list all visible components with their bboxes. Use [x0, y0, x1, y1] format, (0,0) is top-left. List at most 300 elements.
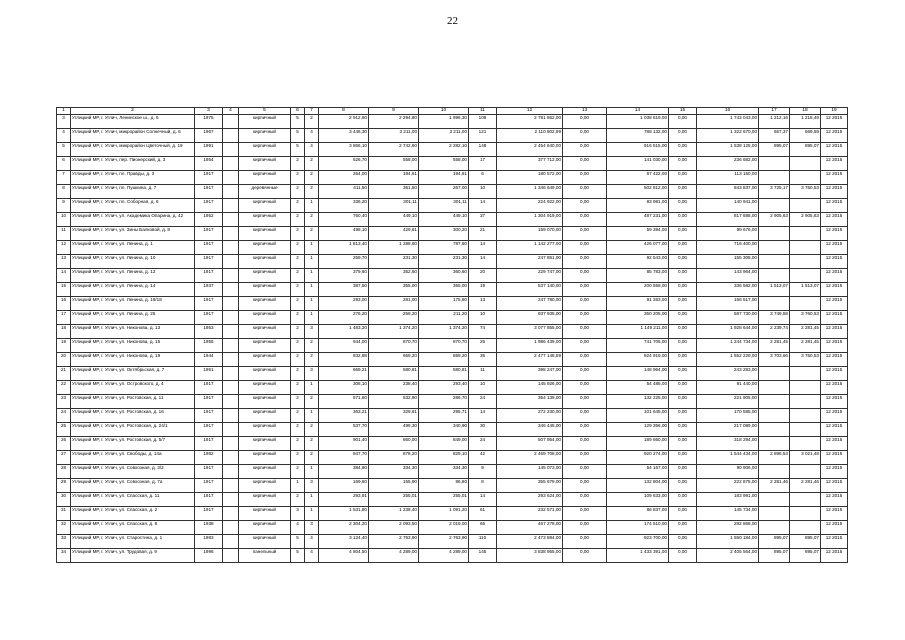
- table-cell: 17: [57, 311, 71, 325]
- table-cell: 0,00: [669, 437, 697, 451]
- table-cell: 659,20: [419, 353, 469, 367]
- table-cell: 429,81: [369, 227, 419, 241]
- table-cell: 2 294,80: [369, 115, 419, 129]
- table-cell: Углицкий МР, г. Углич, ул. Спасская, д. 11: [71, 493, 195, 507]
- table-cell: 487 231,00: [607, 213, 669, 227]
- table-cell: 2: [291, 367, 305, 381]
- table-cell: Углицкий МР, г. Углич, ул. Совхозная, д. 3/2: [71, 465, 195, 479]
- table-cell: 200 558,00: [607, 283, 669, 297]
- table-cell: 10: [469, 185, 497, 199]
- table-cell: 384,80: [319, 465, 369, 479]
- column-number-header: [57, 108, 848, 115]
- table-cell: 0,00: [669, 493, 697, 507]
- table-cell: кирпичный: [239, 255, 291, 269]
- table-cell: 0,00: [563, 339, 607, 353]
- table-cell: 817 688,00: [697, 213, 759, 227]
- table-cell: 27: [57, 451, 71, 465]
- table-cell: 0,00: [669, 171, 697, 185]
- table-cell: Углицкий МР, г. Углич, ул. Октябрьская, д. 7: [71, 367, 195, 381]
- table-cell: 937 935,00: [497, 311, 563, 325]
- table-cell: 580,81: [419, 367, 469, 381]
- table-cell: 944,00: [319, 339, 369, 353]
- table-cell: 12 2015: [821, 227, 848, 241]
- table-cell: 3 725,17: [759, 185, 790, 199]
- table-cell: 1: [305, 241, 319, 255]
- table-cell: 121: [469, 129, 497, 143]
- table-cell: 145 734,00: [697, 507, 759, 521]
- table-cell: 54 486,00: [607, 381, 669, 395]
- table-cell: 0,00: [563, 185, 607, 199]
- table-cell: 1 212,16: [759, 115, 790, 129]
- table-cell: кирпичный: [239, 311, 291, 325]
- table-cell: 1991: [195, 143, 223, 157]
- table-cell: 2: [305, 227, 319, 241]
- table-cell: 22: [57, 381, 71, 395]
- table-cell: Углицкий МР, г. Углич, ул. Никонова, д. 13: [71, 325, 195, 339]
- table-cell: 217 089,00: [697, 423, 759, 437]
- table-cell: 16: [57, 297, 71, 311]
- table-cell: 12 2015: [821, 339, 848, 353]
- table-cell: 10: [469, 381, 497, 395]
- table-row: [57, 437, 848, 451]
- table-cell: 0,00: [669, 409, 697, 423]
- table-cell: 0,00: [669, 549, 697, 563]
- table-cell: 32: [57, 521, 71, 535]
- table-cell: [223, 157, 239, 171]
- table-cell: 1917: [195, 409, 223, 423]
- table-cell: 334,30: [419, 465, 469, 479]
- table-cell: 0,00: [563, 143, 607, 157]
- table-cell: 24: [57, 409, 71, 423]
- table-cell: [223, 451, 239, 465]
- table-cell: 231,30: [419, 255, 469, 269]
- table-cell: 2: [305, 213, 319, 227]
- table-row: [57, 171, 848, 185]
- table-cell: 2: [291, 199, 305, 213]
- table-cell: 0,00: [563, 129, 607, 143]
- table-cell: [790, 465, 821, 479]
- table-cell: 1917: [195, 255, 223, 269]
- table-cell: кирпичный: [239, 269, 291, 283]
- table-cell: 145 073,00: [497, 465, 563, 479]
- table-cell: Углицкий МР, г. Углич, микрорайон Солнечный, д. 6: [71, 129, 195, 143]
- table-cell: Углицкий МР, г. Углич, ул. Спасская, д. 2: [71, 507, 195, 521]
- table-cell: 0,00: [563, 157, 607, 171]
- table-cell: [223, 479, 239, 493]
- table-cell: кирпичный: [239, 283, 291, 297]
- table-cell: 272 230,00: [497, 409, 563, 423]
- table-cell: 2 019,00: [419, 521, 469, 535]
- table-cell: 2: [305, 339, 319, 353]
- table-cell: 1: [305, 409, 319, 423]
- table-cell: 156 517,00: [697, 297, 759, 311]
- table-cell: [790, 409, 821, 423]
- table-row: [57, 213, 848, 227]
- table-cell: 0,00: [669, 143, 697, 157]
- table-cell: 141 030,00: [607, 157, 669, 171]
- table-cell: 86 837,00: [607, 507, 669, 521]
- table-cell: 12 2015: [821, 325, 848, 339]
- table-cell: 1 149 211,00: [607, 325, 669, 339]
- table-cell: Углицкий МР, г. Углич, ул. Свободы, д. 14а: [71, 451, 195, 465]
- table-cell: 2 905,63: [759, 213, 790, 227]
- table-cell: 0,00: [563, 311, 607, 325]
- table-cell: 360,60: [419, 269, 469, 283]
- table-cell: 148 964,00: [607, 367, 669, 381]
- table-cell: 13: [469, 297, 497, 311]
- table-cell: 0,00: [563, 465, 607, 479]
- table-cell: 363,21: [319, 409, 369, 423]
- table-cell: 308,10: [319, 381, 369, 395]
- table-cell: 1996: [195, 549, 223, 563]
- table-cell: Углицкий МР, г. Углич, ул. Ленина, д. 25: [71, 311, 195, 325]
- table-cell: кирпичный: [239, 409, 291, 423]
- table-cell: [223, 227, 239, 241]
- table-cell: 159 070,00: [497, 227, 563, 241]
- table-cell: [223, 423, 239, 437]
- table-cell: 31: [57, 507, 71, 521]
- table-cell: [223, 535, 239, 549]
- table-cell: 1954: [195, 157, 223, 171]
- table-cell: 870,70: [419, 339, 469, 353]
- table-cell: 12 2015: [821, 115, 848, 129]
- table-cell: 12 2015: [821, 479, 848, 493]
- table-cell: 37: [469, 213, 497, 227]
- table-cell: 0,00: [563, 367, 607, 381]
- table-cell: 1 218,49: [790, 115, 821, 129]
- table-cell: кирпичный: [239, 437, 291, 451]
- table-cell: 12 2015: [821, 507, 848, 521]
- table-cell: [759, 269, 790, 283]
- table-cell: 1917: [195, 381, 223, 395]
- table-cell: 9: [469, 465, 497, 479]
- table-cell: кирпичный: [239, 143, 291, 157]
- table-cell: [223, 521, 239, 535]
- table-cell: 12 2015: [821, 367, 848, 381]
- table-cell: 2: [291, 493, 305, 507]
- table-cell: 352,60: [369, 269, 419, 283]
- table-cell: 0,00: [669, 213, 697, 227]
- table-cell: 849,00: [419, 437, 469, 451]
- column-number: 11: [469, 108, 497, 115]
- table-row: [57, 185, 848, 199]
- table-cell: 183 991,00: [697, 493, 759, 507]
- table-cell: 65: [469, 521, 497, 535]
- table-cell: кирпичный: [239, 339, 291, 353]
- table-cell: 2: [291, 227, 305, 241]
- table-cell: 259,20: [369, 311, 419, 325]
- table-cell: 0,00: [669, 269, 697, 283]
- table-cell: 0,00: [563, 255, 607, 269]
- table-cell: 12 2015: [821, 451, 848, 465]
- table-cell: [223, 283, 239, 297]
- table-cell: 2: [291, 465, 305, 479]
- table-cell: 0,00: [669, 521, 697, 535]
- table-cell: 2: [305, 185, 319, 199]
- column-number: 8: [319, 108, 369, 115]
- table-cell: [223, 255, 239, 269]
- table-cell: 387,50: [319, 283, 369, 297]
- table-cell: 145: [469, 549, 497, 563]
- column-number: 5: [239, 108, 291, 115]
- table-cell: кирпичный: [239, 521, 291, 535]
- table-cell: 4 804,50: [319, 549, 369, 563]
- table-cell: 255,01: [369, 493, 419, 507]
- table-cell: 12: [57, 241, 71, 255]
- table-cell: кирпичный: [239, 241, 291, 255]
- table-cell: кирпичный: [239, 381, 291, 395]
- table-cell: 29: [57, 479, 71, 493]
- table-cell: 1967: [195, 129, 223, 143]
- table-cell: 12 2015: [821, 409, 848, 423]
- table-cell: 587 730,00: [697, 311, 759, 325]
- table-cell: 2: [305, 423, 319, 437]
- table-cell: 0,00: [669, 115, 697, 129]
- table-row: [57, 311, 848, 325]
- table-cell: 532,90: [369, 395, 419, 409]
- table-row: [57, 395, 848, 409]
- table-cell: кирпичный: [239, 423, 291, 437]
- table-cell: 449,10: [369, 213, 419, 227]
- table-cell: 12 2015: [821, 493, 848, 507]
- table-cell: 0,00: [669, 479, 697, 493]
- table-cell: 1: [305, 255, 319, 269]
- table-cell: 350 205,00: [607, 311, 669, 325]
- table-cell: [790, 521, 821, 535]
- table-cell: 0,00: [563, 423, 607, 437]
- table-cell: 169,60: [319, 479, 369, 493]
- table-cell: 174 510,00: [607, 521, 669, 535]
- table-cell: 355 679,00: [497, 479, 563, 493]
- table-cell: 1: [305, 465, 319, 479]
- column-number: 3: [195, 108, 223, 115]
- table-cell: [790, 227, 821, 241]
- table-cell: 2 905,63: [790, 213, 821, 227]
- table-cell: 829,10: [419, 451, 469, 465]
- table-cell: 140 941,00: [697, 199, 759, 213]
- table-cell: [223, 269, 239, 283]
- table-cell: 6: [469, 171, 497, 185]
- table-cell: 0,00: [563, 507, 607, 521]
- table-cell: [223, 185, 239, 199]
- table-cell: 12 2015: [821, 353, 848, 367]
- table-cell: 1917: [195, 297, 223, 311]
- table-row: [57, 269, 848, 283]
- table-cell: 1 142 277,00: [497, 241, 563, 255]
- table-cell: 4: [305, 549, 319, 563]
- table-cell: Углицкий МР, г. Углич, ул. Ленина, д. 12: [71, 269, 195, 283]
- table-cell: 2: [305, 157, 319, 171]
- table-cell: 12 2015: [821, 437, 848, 451]
- table-cell: 1955: [195, 339, 223, 353]
- table-cell: 741 705,00: [607, 339, 669, 353]
- table-cell: [759, 367, 790, 381]
- table-cell: 498,10: [319, 227, 369, 241]
- table-cell: 2: [291, 241, 305, 255]
- table-cell: 2 281,45: [790, 325, 821, 339]
- table-cell: 12 2015: [821, 255, 848, 269]
- table-cell: 26: [57, 437, 71, 451]
- table-cell: 377 712,00: [497, 157, 563, 171]
- table-cell: 558,00: [419, 157, 469, 171]
- table-row: [57, 143, 848, 157]
- table-cell: 59 394,00: [607, 227, 669, 241]
- table-cell: кирпичный: [239, 395, 291, 409]
- table-cell: 14: [469, 199, 497, 213]
- table-cell: 0,00: [563, 493, 607, 507]
- table-cell: 1917: [195, 493, 223, 507]
- table-cell: 232 571,00: [497, 507, 563, 521]
- table-cell: 398 247,00: [497, 367, 563, 381]
- table-cell: 5: [291, 535, 305, 549]
- table-cell: 293,91: [319, 493, 369, 507]
- table-cell: 0,00: [563, 451, 607, 465]
- table-row: [57, 129, 848, 143]
- table-row: [57, 241, 848, 255]
- table-cell: [759, 227, 790, 241]
- table-cell: 20: [469, 269, 497, 283]
- table-cell: 109 633,00: [607, 493, 669, 507]
- table-cell: 1: [305, 381, 319, 395]
- table-cell: 12 2015: [821, 521, 848, 535]
- table-cell: 0,00: [669, 535, 697, 549]
- table-cell: 361,50: [369, 185, 419, 199]
- table-cell: Углицкий МР, г. Углич, ул. Ленина, д. 10: [71, 255, 195, 269]
- table-cell: 2 093,50: [369, 521, 419, 535]
- table-cell: 1917: [195, 395, 223, 409]
- table-cell: 1 288,60: [369, 241, 419, 255]
- table-cell: Углицкий МР, г. Углич, ул. Зины Балковой, д. 8: [71, 227, 195, 241]
- table-cell: 0,00: [563, 227, 607, 241]
- table-cell: 4 289,00: [369, 549, 419, 563]
- table-cell: 12 2015: [821, 395, 848, 409]
- table-cell: 1: [305, 199, 319, 213]
- table-cell: [223, 199, 239, 213]
- table-cell: 0,00: [563, 409, 607, 423]
- table-cell: 4 289,00: [419, 549, 469, 563]
- table-cell: 537 140,00: [497, 283, 563, 297]
- table-cell: 292 868,00: [697, 521, 759, 535]
- table-cell: 2: [291, 325, 305, 339]
- table-cell: 67 422,00: [607, 171, 669, 185]
- table-cell: 336 582,00: [697, 283, 759, 297]
- table-cell: 558,00: [369, 157, 419, 171]
- table-cell: [759, 521, 790, 535]
- table-cell: 659,20: [369, 353, 419, 367]
- column-number: 1: [57, 108, 71, 115]
- table-cell: 286,70: [419, 395, 469, 409]
- table-cell: 8: [469, 479, 497, 493]
- table-row: [57, 381, 848, 395]
- table-cell: 0,00: [669, 297, 697, 311]
- table-cell: 2 304,20: [319, 521, 369, 535]
- table-cell: кирпичный: [239, 115, 291, 129]
- table-cell: 2: [291, 185, 305, 199]
- table-cell: 0,00: [669, 381, 697, 395]
- table-cell: 247 780,00: [497, 297, 563, 311]
- table-cell: 3 077 855,00: [497, 325, 563, 339]
- table-cell: 336,20: [319, 199, 369, 213]
- table-cell: 2: [291, 381, 305, 395]
- table-cell: 1: [305, 269, 319, 283]
- table-cell: 0,00: [669, 353, 697, 367]
- table-cell: 1 091,20: [419, 507, 469, 521]
- table-cell: 580,81: [369, 367, 419, 381]
- table-cell: 449,10: [419, 213, 469, 227]
- table-cell: 12 2015: [821, 535, 848, 549]
- table-cell: [223, 339, 239, 353]
- table-cell: 2: [291, 297, 305, 311]
- table-row: [57, 255, 848, 269]
- table-cell: 537,70: [319, 423, 369, 437]
- table-cell: 1 552 229,00: [697, 353, 759, 367]
- table-cell: кирпичный: [239, 479, 291, 493]
- table-cell: 2 405 564,00: [697, 549, 759, 563]
- table-cell: 2 763,90: [369, 535, 419, 549]
- table-cell: кирпичный: [239, 171, 291, 185]
- table-cell: 21: [57, 367, 71, 381]
- table-cell: 1975: [195, 115, 223, 129]
- column-number: 19: [821, 108, 848, 115]
- table-cell: 0,00: [563, 521, 607, 535]
- table-cell: 329,61: [369, 409, 419, 423]
- table-cell: 870,70: [369, 339, 419, 353]
- table-cell: 2 239,74: [759, 325, 790, 339]
- table-cell: 110: [469, 535, 497, 549]
- table-row: [57, 339, 848, 353]
- table-cell: 17: [469, 157, 497, 171]
- table-cell: 229 747,00: [497, 269, 563, 283]
- table-cell: 61: [469, 507, 497, 521]
- register-table: [56, 107, 848, 563]
- table-cell: 507 954,00: [497, 437, 563, 451]
- table-cell: 1937: [195, 283, 223, 297]
- table-cell: 0,00: [563, 549, 607, 563]
- table-cell: 99 676,00: [697, 227, 759, 241]
- table-cell: 23: [57, 395, 71, 409]
- table-cell: Углицкий МР, г. Углич, ул. Старостина, д. 1: [71, 535, 195, 549]
- table-cell: кирпичный: [239, 353, 291, 367]
- table-cell: 11: [57, 227, 71, 241]
- table-cell: 90 906,00: [697, 465, 759, 479]
- table-cell: 12 2015: [821, 549, 848, 563]
- table-cell: 2: [291, 353, 305, 367]
- table-row: [57, 465, 848, 479]
- table-cell: 255,01: [419, 493, 469, 507]
- table-cell: 1983: [195, 535, 223, 549]
- table-cell: 0,00: [563, 115, 607, 129]
- table-cell: Углицкий МР, г. Углич, ул. Островского, д. 4: [71, 381, 195, 395]
- table-cell: 0,00: [563, 395, 607, 409]
- table-cell: 832,88: [319, 353, 369, 367]
- table-cell: 0,00: [669, 227, 697, 241]
- table-cell: 4: [291, 521, 305, 535]
- table-cell: 2 281,46: [790, 479, 821, 493]
- table-cell: 267,00: [419, 185, 469, 199]
- table-cell: 2 781 862,00: [497, 115, 563, 129]
- table-cell: 12 2015: [821, 213, 848, 227]
- table-cell: 10: [57, 213, 71, 227]
- table-cell: 2: [291, 437, 305, 451]
- table-cell: 221 905,00: [697, 395, 759, 409]
- table-cell: 24: [469, 437, 497, 451]
- table-cell: [790, 395, 821, 409]
- table-cell: 1: [305, 283, 319, 297]
- table-cell: [759, 255, 790, 269]
- table-row: [57, 325, 848, 339]
- table-cell: 145 926,00: [497, 381, 563, 395]
- table-cell: [790, 507, 821, 521]
